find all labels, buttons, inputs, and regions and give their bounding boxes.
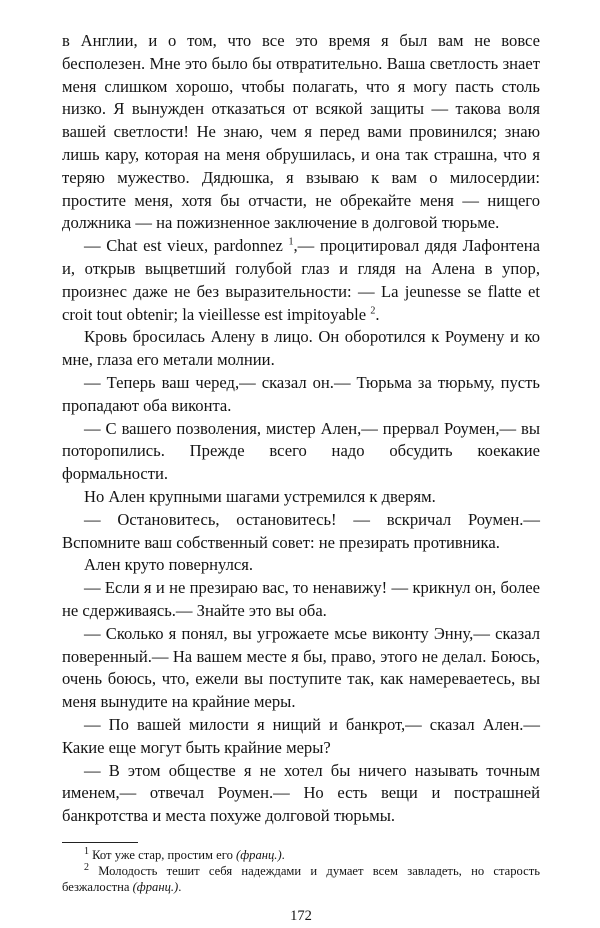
paragraph: [62, 235, 540, 326]
body-text: [62, 30, 540, 828]
footnote-note: (франц.): [132, 879, 179, 894]
footnote-marker: 1: [288, 236, 294, 248]
paragraph: — Теперь ваш черед,— сказал он.— Тюрьма за тюрьму, пусть пропадают оба виконта.: [62, 372, 540, 415]
text-segment: .: [375, 304, 380, 324]
text-segment: — Chat est vieux, pardonnez: [84, 236, 289, 256]
paragraph: — Если я и не презираю вас, то ненавижу! — крикнул он, более не сдерживаясь.— Знайте это вы оба.: [62, 578, 540, 620]
paragraph: — Сколько я понял, вы угрожаете мсье виконту Энну,— сказал поверенный.— На вашем месте я бы, право, этого не делал. Боюсь, очень боюсь, что, ежели вы поступите так, как намереваетесь, вы меня вынудите на крайние меры.: [62, 623, 540, 712]
footnote-marker: 2: [370, 305, 376, 317]
footnote: [62, 863, 540, 895]
footnote: [62, 847, 540, 863]
page-number: 172: [290, 907, 312, 924]
footnotes: [62, 847, 540, 895]
footnote-text: Кот уже стар, простим его: [92, 847, 237, 862]
paragraph: — По вашей милости я нищий и банкрот,— сказал Ален.— Какие еще могут быть крайние меры?: [62, 714, 540, 757]
paragraph: Но Ален крупными шагами устремился к дверям.: [84, 486, 436, 506]
paragraph: Кровь бросилась Алену в лицо. Он оборотился к Роумену и ко мне, глаза его метали молнии.: [62, 327, 540, 370]
paragraph: — В этом обществе я не хотел бы ничего называть точным именем,— отвечал Роумен.— Но есть вещи и пострашней банкротства и места похуже долговой тюрьмы.: [62, 760, 540, 826]
paragraph: — Остановитесь, остановитесь! — вскричал Роумен.— Вспомните ваш собственный совет: не презирать противника.: [62, 509, 540, 552]
footnote-end: .: [281, 847, 285, 862]
footnote-divider: [62, 842, 138, 843]
footnote-number: 2: [84, 861, 89, 873]
footnote-text: Молодость тешит себя надеждами и думает всем завладеть, но старость безжалостна: [62, 863, 540, 894]
paragraph: в Англии, и о том, что все это время я был вам не вовсе бесполезен. Мне это было бы отвратительно. Ваша светлость знает меня слишком хорошо, чтобы полагать, что я могу пасть столь низко. Я вынужден отказаться от всякой защиты — такова воля вашей светлости! Не знаю, чем я перед вами провинился; знаю лишь кару, которая на меня обрушилась, и она так страшна, что я теряю мужество. Дядюшка, я взываю к вам о милосердии: простите меня, хотя бы отчасти, не обрекайте меня — нищего должника — на пожизненное заключение в долговой тюрьме.: [62, 31, 540, 233]
paragraph: Ален круто повернулся.: [84, 555, 254, 575]
paragraph: — С вашего позволения, мистер Ален,— прервал Роумен,— вы поторопились. Прежде всего надо обсудить коекакие формальности.: [62, 418, 540, 484]
text-segment: ,— процитировал дядя Лафонтена и, открыв выцветший голубой глаз и глядя на Алена в упор, произнес даже не без выразительности: — La jeunesse se flatte et croit tout obtenir; la vieillesse est impitoyable: [62, 236, 540, 324]
footnote-end: .: [178, 879, 182, 894]
footnote-note: (франц.): [236, 847, 282, 862]
book-page: [62, 30, 540, 928]
footnote-number: 1: [84, 845, 89, 857]
